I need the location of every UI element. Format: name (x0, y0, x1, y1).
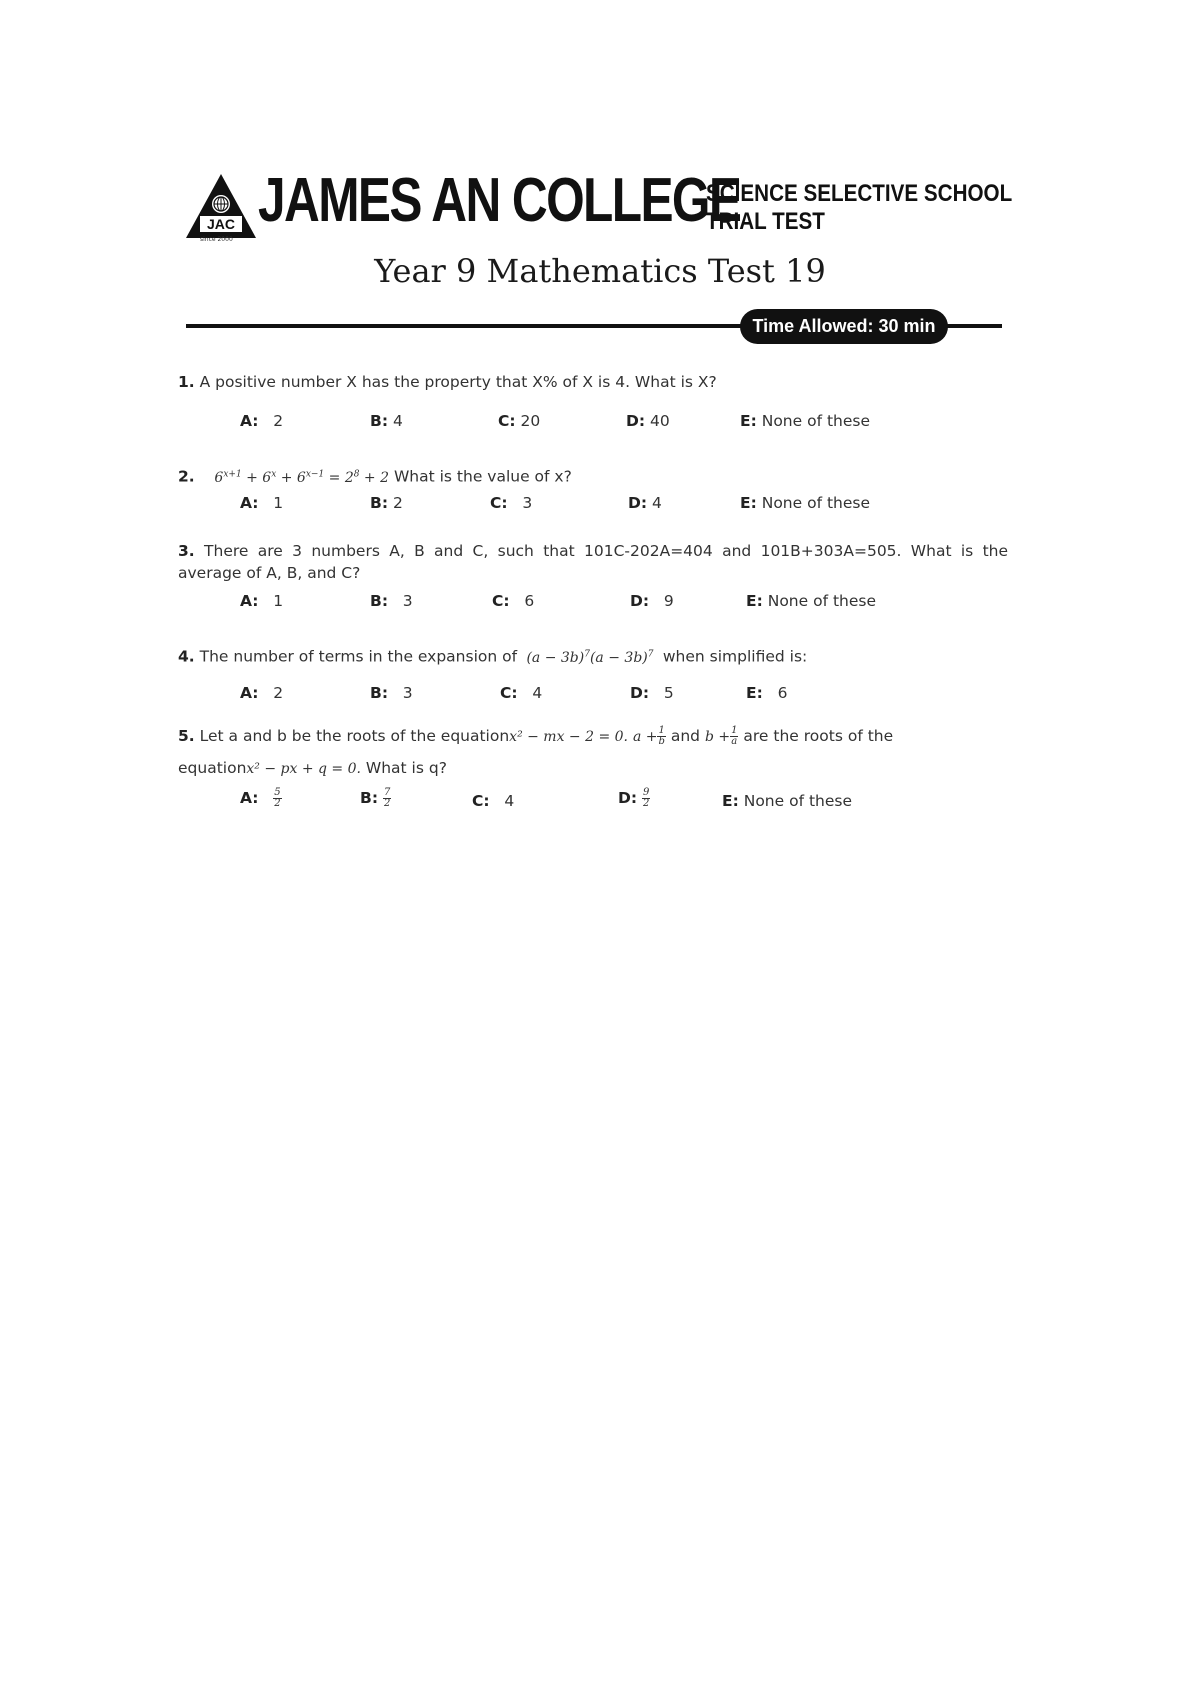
q1-option-b: B: 4 (370, 412, 403, 430)
subtitle-line-2: TRIAL TEST (706, 208, 825, 235)
q4-option-e: E: 6 (746, 684, 788, 702)
fraction: $\frac{1}{a}$ (731, 725, 738, 747)
question-stem: The number of terms in the expansion of (199, 647, 518, 666)
q2-option-c: C: 3 (490, 494, 533, 512)
q1-option-d: D: 40 (626, 412, 670, 430)
question-number: 5. (178, 727, 195, 745)
expression: $(a - 3b)^7(a - 3b)^7$ (526, 649, 654, 666)
fraction: $\frac{1}{b}$ (658, 725, 665, 747)
equation: $6^{x+1} + 6^x + 6^{x-1} = 2^8 + 2$ (214, 469, 390, 486)
college-name: JAMES AN COLLEGE (258, 166, 741, 235)
q1-option-e: E: None of these (740, 412, 871, 430)
question-stem: What is the value of x? (393, 467, 572, 486)
q4-option-b: B: 3 (370, 684, 413, 702)
q4-option-c: C: 4 (500, 684, 543, 702)
question-2-text (178, 464, 1008, 489)
q2-option-e: E: None of these (740, 494, 871, 512)
question-number: 4. (178, 647, 195, 666)
q3-option-b: B: 3 (370, 592, 413, 610)
q5-option-c: C: 4 (472, 792, 515, 810)
time-allowed-badge: Time Allowed: 30 min (740, 309, 948, 344)
question-3-line-1 (178, 541, 1008, 562)
q2-option-d: D: 4 (628, 494, 662, 512)
q3-option-e: E: None of these (746, 592, 877, 610)
q4-option-a: A: 2 (240, 684, 284, 702)
q2-option-a: A: 1 (240, 494, 284, 512)
subtitle-line-1: SCIENCE SELECTIVE SCHOOL (706, 180, 1013, 207)
q5-option-e: E: None of these (722, 792, 853, 810)
q1-option-a: A: 2 (240, 412, 284, 430)
question-stem: A positive number X has the property that X% of X is 4. What is X? (199, 373, 717, 391)
question-5-line-2: equationx² − px + q = 0. What is q? (178, 759, 447, 777)
question-number: 2. (178, 467, 195, 486)
q3-option-d: D: 9 (630, 592, 674, 610)
test-title: Year 9 Mathematics Test 19 (374, 252, 826, 290)
q3-option-a: A: 1 (240, 592, 284, 610)
question-stem-end: when simplified is: (662, 647, 808, 666)
q3-option-c: C: 6 (492, 592, 535, 610)
question-number: 1. (178, 373, 195, 391)
question-3-line-2: average of A, B, and C? (178, 564, 361, 582)
question-number: 3. (178, 542, 195, 560)
q5-option-b: B: $\frac{7}{2}$ (360, 787, 391, 809)
question-stem: There are 3 numbers A, B and C, such that 101C-202A=404 and 101B+303A=505. What is the (204, 542, 1009, 560)
q5-option-d: D: $\frac{9}{2}$ (618, 787, 650, 809)
q1-option-c: C: 20 (498, 412, 541, 430)
question-5-line-1: 5. Let a and b be the roots of the equationx² − mx − 2 = 0. a + $\frac{1}{b}$ and b + $\frac{1}{a}$ are the roots of the (178, 725, 894, 747)
logo-text: JAC (206, 216, 236, 232)
question-1-text (178, 372, 1008, 393)
q5-option-a: A: $\frac{5}{2}$ (240, 787, 281, 809)
question-4-text (178, 644, 1008, 669)
logo-caption: since 2000 (200, 236, 233, 243)
q4-option-d: D: 5 (630, 684, 674, 702)
q2-option-b: B: 2 (370, 494, 403, 512)
